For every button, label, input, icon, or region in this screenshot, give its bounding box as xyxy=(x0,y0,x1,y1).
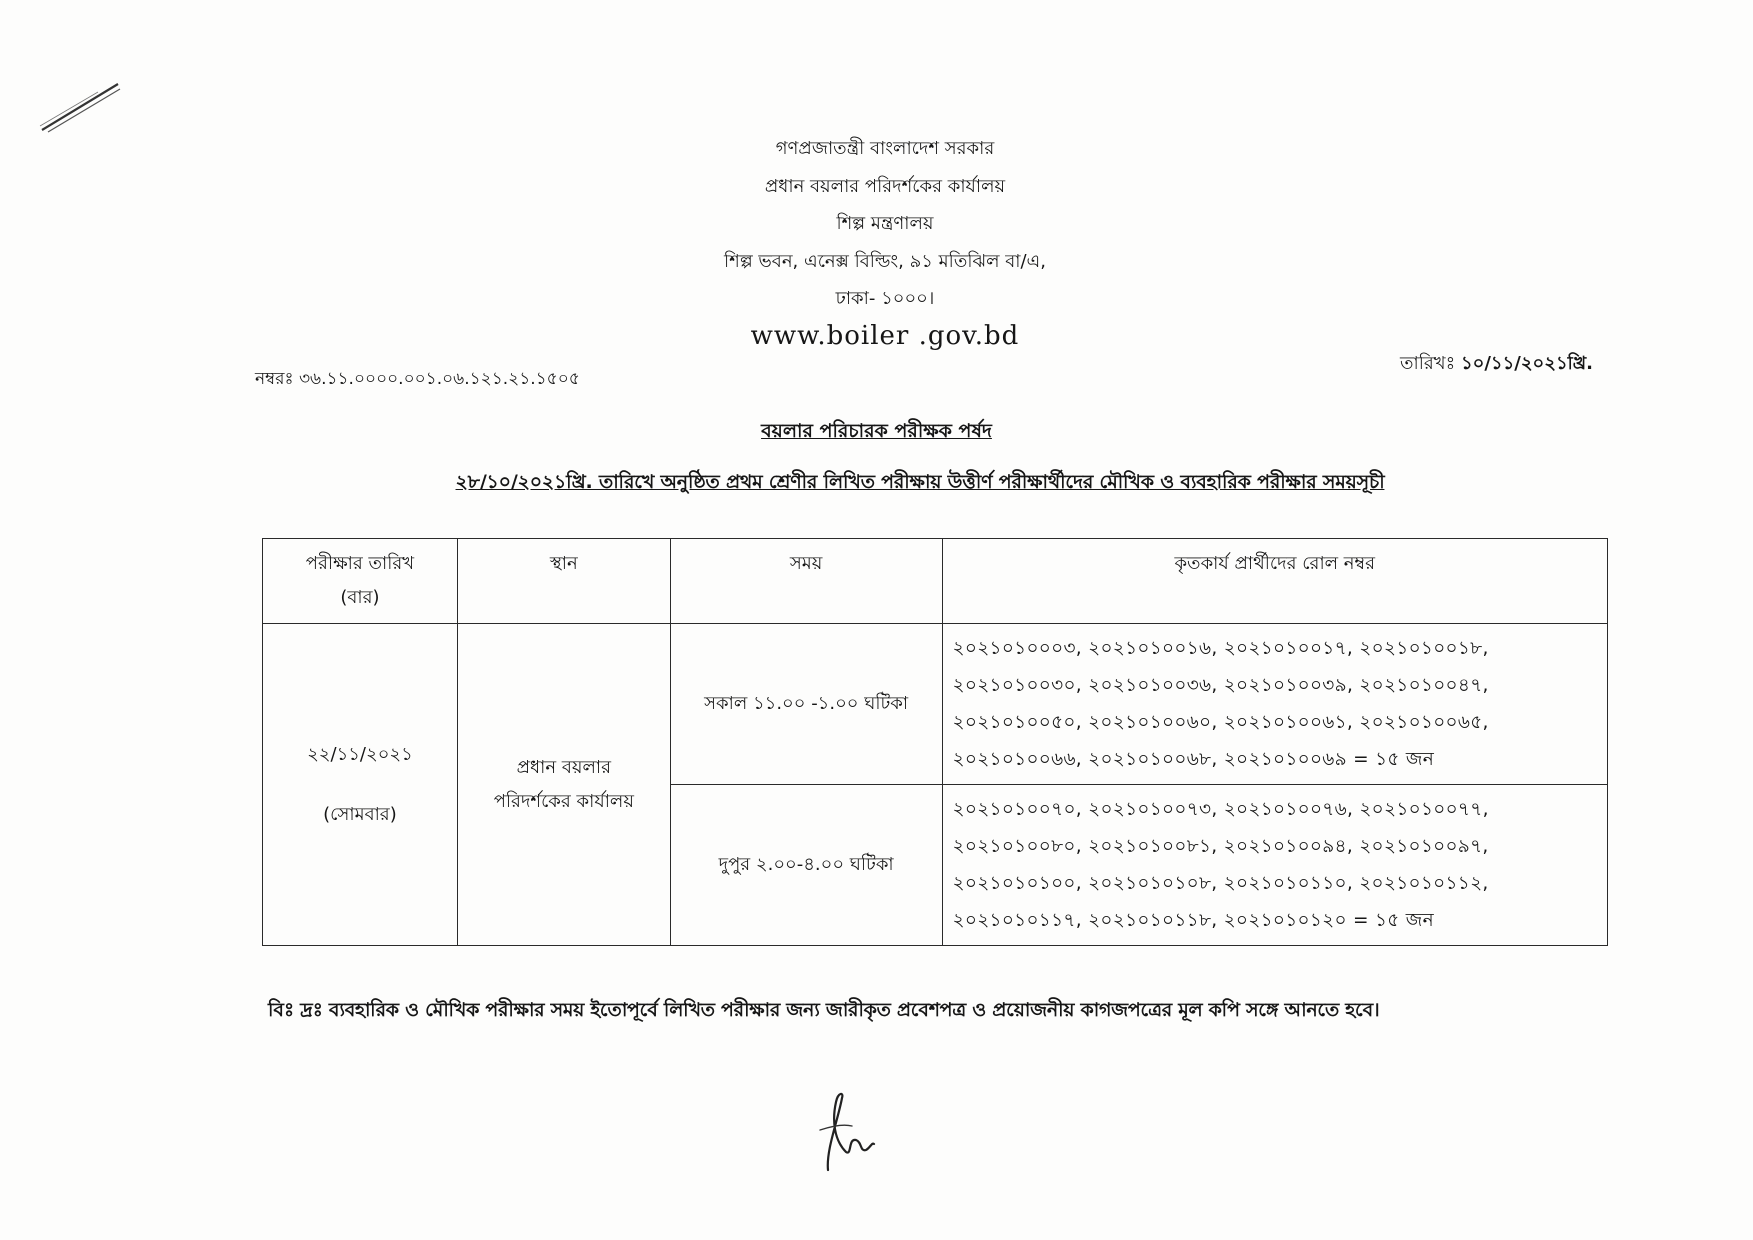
govt-name: গণপ্রজাতন্ত্রী বাংলাদেশ সরকার xyxy=(775,138,995,159)
issue-date xyxy=(1400,349,1593,380)
pen-stroke-mark xyxy=(38,80,122,134)
special-note: বিঃ দ্রঃ ব্যবহারিক ও মৌখিক পরীক্ষার সময় ইতোপূর্বে লিখিত পরীক্ষার জন্য জারীকৃত প্রবেশপত্র ও প্রয়োজনীয় কাগজপত্রের মূল কপি সঙ্গে আনতে হবে। xyxy=(268,999,1380,1021)
roll-list-afternoon: ২০২১০১০০৭০, ২০২১০১০০৭৩, ২০২১০১০০৭৬, ২০২১০১০০৭৭, ২০২১০১০০৮০, ২০২১০১০০৮১, ২০২১০১০০৯৪, ২০২১০১০০৯৭, ২০২১০১০১০০, ২০২১০১০১০৮, ২০২১০১০১১০, ২০২১০১০১১২, ২০২১০১০১১৭, ২০২১০১০১১৮, ২০২১০১০১২০ = ১৫ জন xyxy=(942,785,1607,946)
header-rolls: কৃতকার্য প্রার্থীদের রোল নম্বর xyxy=(942,539,1607,624)
office-city: ঢাকা- ১০০০। xyxy=(835,288,935,309)
exam-schedule-table xyxy=(262,538,1608,946)
subject-heading: ২৮/১০/২০২১খ্রি. তারিখে অনুষ্ঠিত প্রথম শ্রেণীর লিখিত পরীক্ষায় উত্তীর্ণ পরীক্ষার্থীদের মৌখিক ও ব্যবহারিক পরীক্ষার সময়সূচী xyxy=(455,471,1385,493)
website-link[interactable]: www.boiler .gov.bd xyxy=(750,320,1020,351)
office-name: প্রধান বয়লার পরিদর্শকের কার্যালয় xyxy=(764,175,1006,197)
roll-list-morning: ২০২১০১০০০৩, ২০২১০১০০১৬, ২০২১০১০০১৭, ২০২১০১০০১৮, ২০২১০১০০৩০, ২০২১০১০০৩৬, ২০২১০১০০৩৯, ২০২১০১০০৪৭, ২০২১০১০০৫০, ২০২১০১০০৬০, ২০২১০১০০৬১, ২০২১০১০০৬৫, ২০২১০১০০৬৬, ২০২১০১০০৬৮, ২০২১০১০০৬৯ = ১৫ জন xyxy=(942,624,1607,785)
header-exam-date: পরীক্ষার তারিখ (বার) xyxy=(263,539,458,624)
exam-date: ২২/১১/২০২১ xyxy=(307,743,413,765)
session-time-morning: সকাল ১১.০০ -১.০০ ঘটিকা xyxy=(670,624,942,785)
header-time: সময় xyxy=(670,539,942,624)
exam-day: (সোমবার) xyxy=(323,803,397,825)
board-title: বয়লার পরিচারক পরীক্ষক পর্ষদ xyxy=(761,420,992,442)
venue-cell: প্রধান বয়লার পরিদর্শকের কার্যালয় xyxy=(457,624,670,946)
office-address: শিল্প ভবন, এনেক্স বিল্ডিং, ৯১ মতিঝিল বা/এ, xyxy=(724,250,1046,272)
session-time-afternoon: দুপুর ২.০০-৪.০০ ঘটিকা xyxy=(670,785,942,946)
ministry-name: শিল্প মন্ত্রণালয় xyxy=(836,213,934,234)
memo-number: নম্বরঃ ৩৬.১১.০০০০.০০১.০৬.১২১.২১.১৫০৫ xyxy=(255,369,580,389)
letterhead xyxy=(600,130,1170,352)
date-label: তারিখঃ xyxy=(1400,353,1456,374)
table-header-row xyxy=(263,539,1608,624)
header-venue: স্থান xyxy=(457,539,670,624)
date-value: ১০/১১/২০২১খ্রি. xyxy=(1460,353,1593,374)
signature-mark xyxy=(808,1090,888,1174)
exam-date-cell xyxy=(263,624,458,946)
table-row xyxy=(263,624,1608,785)
